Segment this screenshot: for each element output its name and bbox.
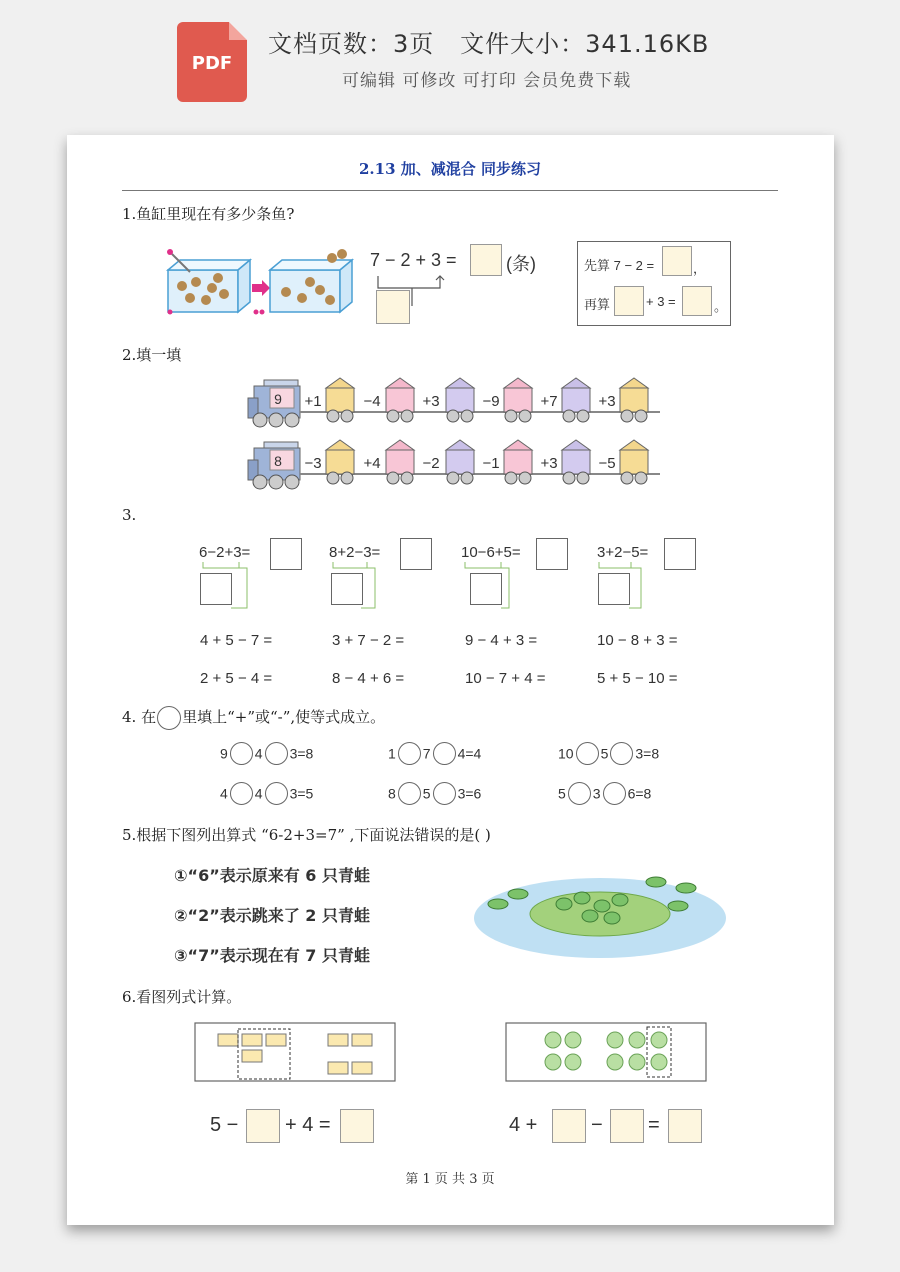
q1-unit: (条) xyxy=(506,254,536,274)
question-2-label: 2.填一填 xyxy=(122,346,182,364)
q6-equation2-start: 4 + xyxy=(509,1114,538,1136)
q4-operator-circle[interactable] xyxy=(265,782,288,805)
q4-operator-circle[interactable] xyxy=(433,782,456,805)
q1-hint-box3[interactable] xyxy=(682,286,712,316)
q1-hint-period: 。 xyxy=(714,299,728,314)
q6-answer-box[interactable] xyxy=(668,1109,702,1143)
q6-answer-box[interactable] xyxy=(552,1109,586,1143)
train2-start: 8 xyxy=(274,453,282,469)
q3-expression: 9 − 4 + 3 = xyxy=(465,632,538,649)
q4-label-pre: 4. 在 xyxy=(122,708,157,726)
train1-op: +1 xyxy=(304,393,322,410)
q4-item: 8 5 3=6 xyxy=(388,782,481,805)
q4-operator-circle[interactable] xyxy=(603,782,626,805)
q4-operator-circle[interactable] xyxy=(610,742,633,765)
train2-op: +3 xyxy=(540,455,558,472)
q4-item: 1 7 4=4 xyxy=(388,742,481,765)
q3-expression: 3 + 7 − 2 = xyxy=(332,632,405,649)
q3-expression: 5 + 5 − 10 = xyxy=(597,670,678,687)
train1-start: 9 xyxy=(274,391,282,407)
title-divider xyxy=(122,190,778,191)
train2-op: +4 xyxy=(363,455,381,472)
q1-hint-step2: 再算 xyxy=(584,297,611,312)
q1-equation: 7 − 2 + 3 = xyxy=(370,250,457,270)
q1-answer-box[interactable] xyxy=(470,244,502,276)
file-info-subtitle: 可编辑 可修改 可打印 会员免费下载 xyxy=(342,71,632,91)
q4-operator-circle[interactable] xyxy=(398,742,421,765)
q4-operator-circle[interactable] xyxy=(398,782,421,805)
q1-hint-step1: 先算 7 − 2 = xyxy=(584,258,655,273)
question-6-label: 6.看图列式计算。 xyxy=(122,988,242,1006)
q4-item: 4 4 3=5 xyxy=(220,782,313,805)
question-3-label: 3. xyxy=(122,506,137,524)
q4-operator-circle[interactable] xyxy=(230,782,253,805)
q6-answer-box[interactable] xyxy=(246,1109,280,1143)
q4-circle-icon xyxy=(157,706,181,730)
train2-op: −3 xyxy=(304,455,322,472)
q4-operator-circle[interactable] xyxy=(433,742,456,765)
q3-expression: 10 − 7 + 4 = xyxy=(465,670,546,687)
q6-answer-box[interactable] xyxy=(340,1109,374,1143)
q1-hint-box2[interactable] xyxy=(614,286,644,316)
q4-item: 10 5 3=8 xyxy=(558,742,659,765)
q3-expression: 4 + 5 − 7 = xyxy=(200,632,273,649)
q4-operator-circle[interactable] xyxy=(230,742,253,765)
question-5-label: 5.根据下图列出算式 “6-2+3=7” ,下面说法错误的是( ) xyxy=(122,826,491,844)
train2-op: −2 xyxy=(422,455,440,472)
train2-op: −5 xyxy=(598,455,616,472)
q3-expression: 8 − 4 + 6 = xyxy=(332,670,405,687)
page-title: 2.13 加、减混合 同步练习 xyxy=(359,160,541,178)
q4-operator-circle[interactable] xyxy=(265,742,288,765)
q3-bracket-lines xyxy=(195,560,705,612)
train1-op: +3 xyxy=(598,393,616,410)
q1-hint-box1[interactable] xyxy=(662,246,692,276)
q1-intermediate-box[interactable] xyxy=(376,290,410,324)
file-info-title: 文档页数：3页 文件大小：341.16KB xyxy=(268,30,710,58)
train1-op: −9 xyxy=(482,393,500,410)
train1-op: +3 xyxy=(422,393,440,410)
q6-answer-box[interactable] xyxy=(610,1109,644,1143)
q6-equation2-minus: − xyxy=(591,1114,603,1136)
q5-option: ③“7”表示现在有 7 只青蛙 xyxy=(174,946,370,965)
q5-option: ②“2”表示跳来了 2 只青蛙 xyxy=(174,906,370,925)
train1-op: −4 xyxy=(363,393,381,410)
q4-item: 5 3 6=8 xyxy=(558,782,651,805)
q6-equation1-start: 5 − xyxy=(210,1114,239,1136)
q3-chain-equation: 8+2−3= xyxy=(329,544,381,561)
rectangles-picture xyxy=(194,1022,398,1084)
fish-tank-illustration xyxy=(160,248,360,318)
q4-operator-circle[interactable] xyxy=(568,782,591,805)
q3-chain-equation: 3+2−5= xyxy=(597,544,649,561)
q6-equation1-mid: + 4 = xyxy=(285,1114,331,1136)
q6-equation2-equals: = xyxy=(648,1114,660,1136)
q4-item: 9 4 3=8 xyxy=(220,742,313,765)
q4-label-post: 里填上“+”或“-”,使等式成立。 xyxy=(182,708,386,726)
train2-op: −1 xyxy=(482,455,500,472)
pdf-icon xyxy=(177,22,247,102)
q3-chain-equation: 6−2+3= xyxy=(199,544,251,561)
question-4-label xyxy=(122,706,385,730)
pdf-icon-label: PDF xyxy=(191,53,233,74)
q3-expression: 10 − 8 + 3 = xyxy=(597,632,678,649)
q4-operator-circle[interactable] xyxy=(576,742,599,765)
q5-option: ①“6”表示原来有 6 只青蛙 xyxy=(174,866,370,885)
circles-picture xyxy=(505,1022,709,1084)
question-1-label: 1.鱼缸里现在有多少条鱼? xyxy=(122,205,295,223)
q1-hint-plus3: + 3 = xyxy=(646,294,676,309)
q1-hint-comma: ， xyxy=(693,261,707,276)
train1-op: +7 xyxy=(540,393,558,410)
q3-chain-equation: 10−6+5= xyxy=(461,544,521,561)
number-trains xyxy=(240,372,660,496)
page-footer: 第 1 页 共 3 页 xyxy=(405,1172,495,1187)
frog-pond-illustration xyxy=(472,862,728,962)
q3-expression: 2 + 5 − 4 = xyxy=(200,670,273,687)
